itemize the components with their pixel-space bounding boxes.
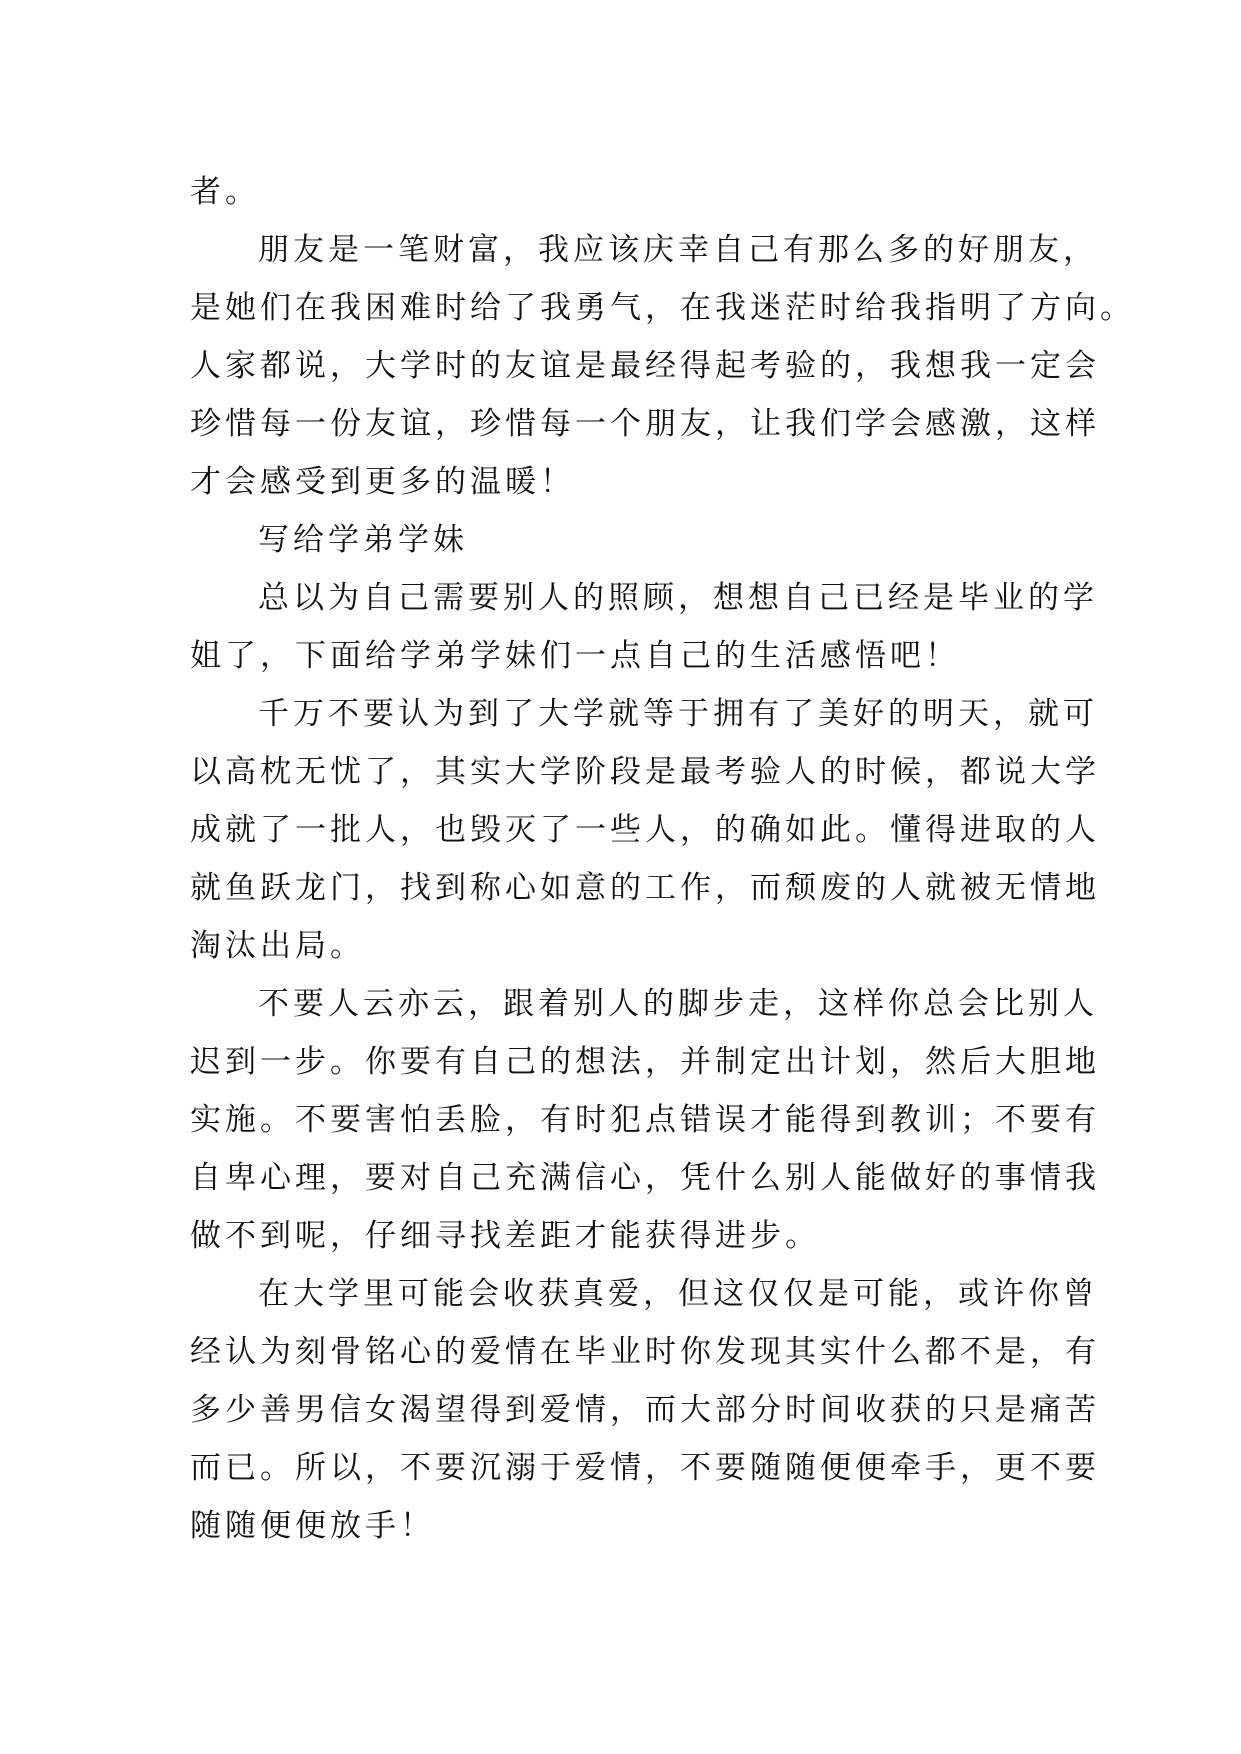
text-line: 总以为自己需要别人的照顾，想想自己已经是毕业的学 [258,580,1098,616]
text-line: 珍惜每一份友谊，珍惜每一个朋友，让我们学会感激，这样 [190,406,1100,442]
text-line: 姐了，下面给学弟学妹们一点自己的生活感悟吧！ [190,638,960,674]
text-line: 实施。不要害怕丢脸，有时犯点错误才能得到教训；不要有 [190,1102,1100,1138]
text-line: 者。 [190,174,260,210]
text-line: 是她们在我困难时给了我勇气，在我迷茫时给我指明了方向。 [190,290,1135,326]
text-line: 而已。所以，不要沉溺于爱情，不要随随便便牵手，更不要 [190,1450,1100,1486]
text-line: 随随便便放手！ [190,1508,435,1544]
text-line: 朋友是一笔财富，我应该庆幸自己有那么多的好朋友， [258,232,1098,268]
text-line: 做不到呢，仔细寻找差距才能获得进步。 [190,1218,820,1254]
text-line: 千万不要认为到了大学就等于拥有了美好的明天，就可 [258,696,1098,732]
text-line: 成就了一批人，也毁灭了一些人，的确如此。懂得进取的人 [190,812,1100,848]
text-line: 淘汰出局。 [190,928,365,964]
text-line: 自卑心理，要对自己充满信心，凭什么别人能做好的事情我 [190,1160,1100,1196]
text-line: 经认为刻骨铭心的爱情在毕业时你发现其实什么都不是，有 [190,1334,1100,1370]
text-line: 以高枕无忧了，其实大学阶段是最考验人的时候，都说大学 [190,754,1100,790]
document-body [190,163,1135,1555]
text-line: 就鱼跃龙门，找到称心如意的工作，而颓废的人就被无情地 [190,870,1100,906]
text-line: 迟到一步。你要有自己的想法，并制定出计划，然后大胆地 [190,1044,1100,1080]
text-line: 写给学弟学妹 [258,522,468,558]
text-line: 不要人云亦云，跟着别人的脚步走，这样你总会比别人 [258,986,1098,1022]
text-line: 才会感受到更多的温暖！ [190,464,575,500]
text-line: 多少善男信女渴望得到爱情，而大部分时间收获的只是痛苦 [190,1392,1100,1428]
text-line: 在大学里可能会收获真爱，但这仅仅是可能，或许你曾 [258,1276,1098,1312]
text-line: 人家都说，大学时的友谊是最经得起考验的，我想我一定会 [190,348,1100,384]
